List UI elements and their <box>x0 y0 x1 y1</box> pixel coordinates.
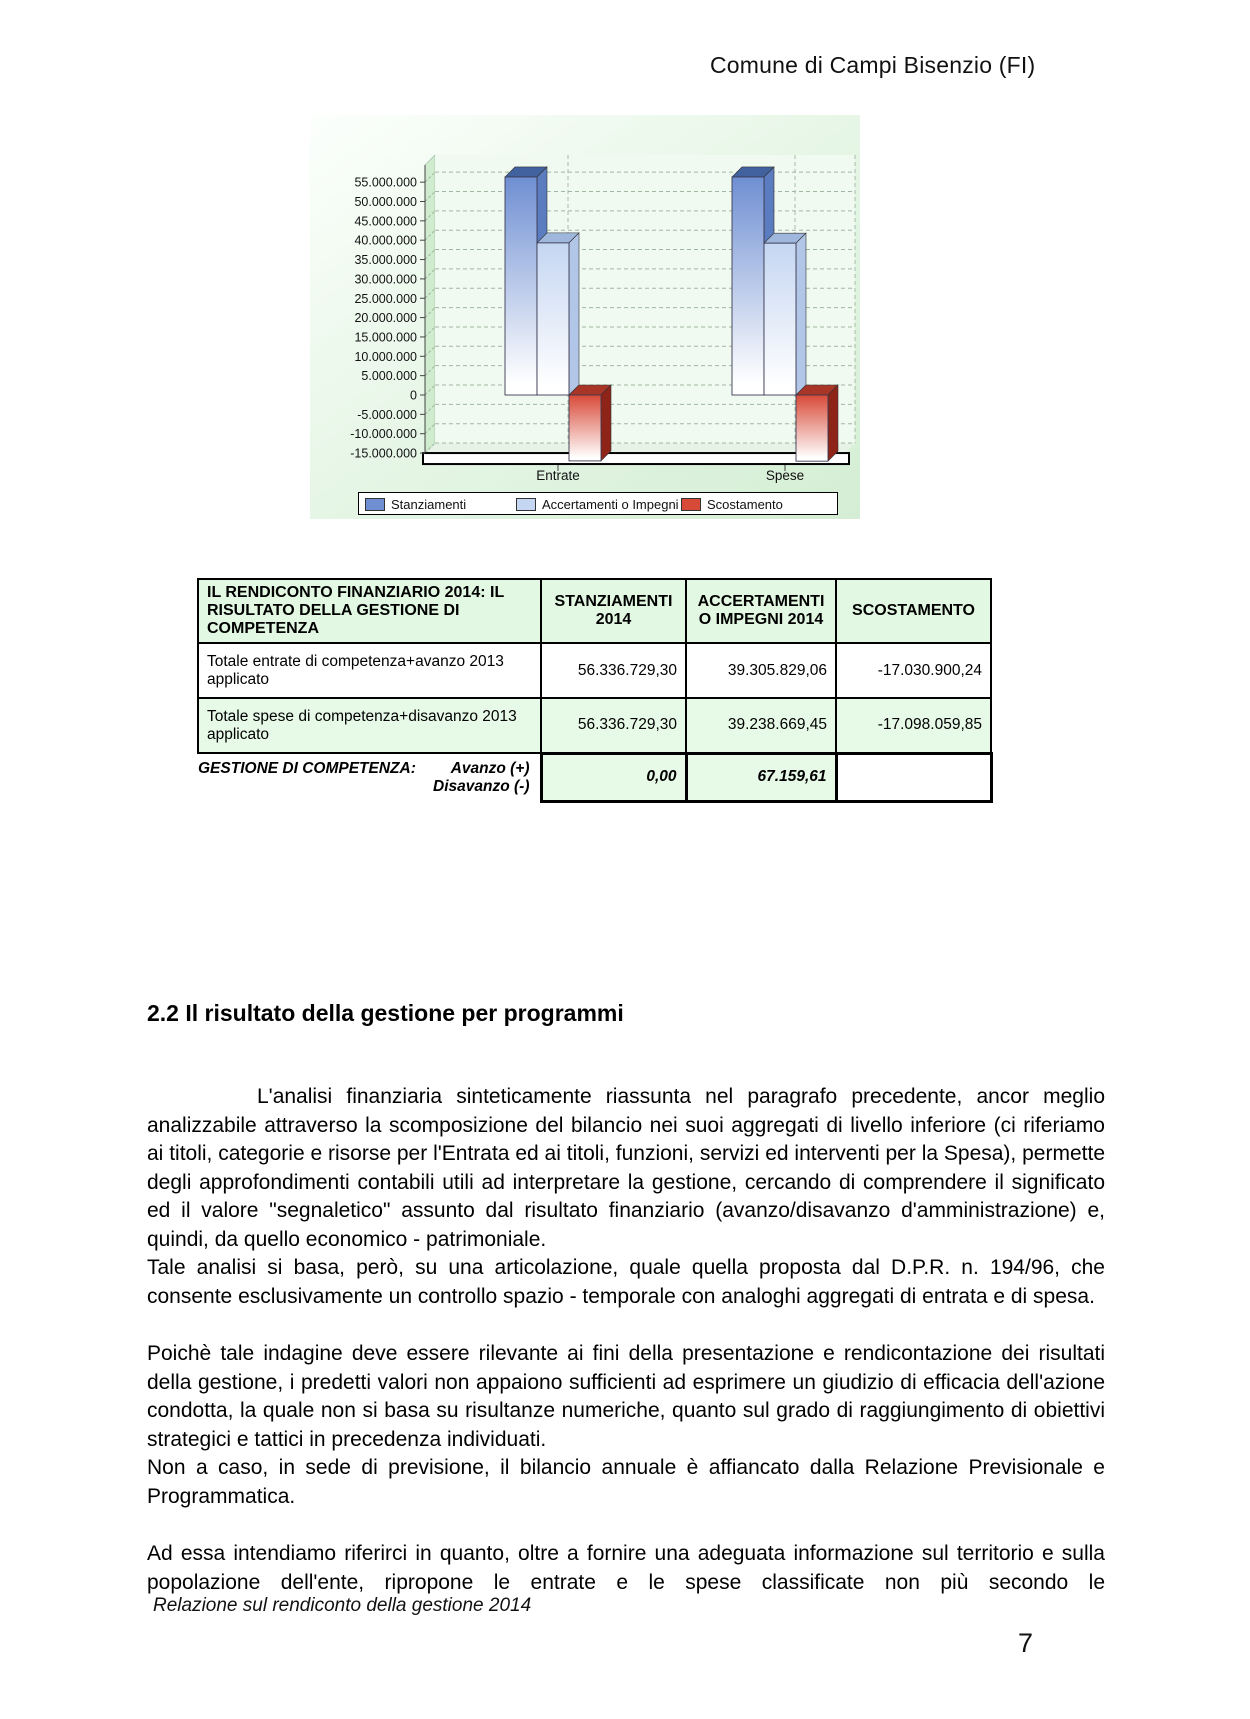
avanzo-label: Avanzo (+) <box>450 759 530 777</box>
table-row <box>198 698 991 753</box>
y-tick-label: 10.000.000 <box>354 349 417 364</box>
cell-value: -17.098.059,85 <box>836 698 991 753</box>
gestione-label: GESTIONE DI COMPETENZA: <box>198 759 416 777</box>
disavanzo-label: Disavanzo (-) <box>433 777 530 795</box>
legend-color-swatch <box>516 498 536 511</box>
bar-accertamenti-o-impegni-spese <box>764 243 796 395</box>
y-tick-label: 55.000.000 <box>354 175 417 190</box>
bar-stanziamenti-spese <box>732 177 764 395</box>
rendiconto-table <box>197 578 993 803</box>
table-header-row <box>198 579 991 643</box>
page-header: Comune di Campi Bisenzio (FI) <box>710 52 1036 78</box>
y-tick-label: 50.000.000 <box>354 195 417 209</box>
cell-value: 39.305.829,06 <box>686 643 836 698</box>
cell-value <box>836 753 991 801</box>
table-row <box>198 643 991 698</box>
paragraph: Non a caso, in sede di previsione, il bilancio annuale è affiancato dalla Relazione Previsionale e Programmatica. <box>147 1456 1105 1508</box>
y-tick-label: 15.000.000 <box>354 330 417 345</box>
bar-scostamento-spese-side <box>828 385 838 461</box>
y-tick-label: -10.000.000 <box>350 427 417 442</box>
paragraph: Tale analisi si basa, però, su una articolazione, quale quella proposta dal D.P.R. n. 194/96, che consente esclusivamente un controllo spazio - temporale con analoghi aggregati di entrata e di spesa. <box>147 1256 1105 1308</box>
header-cell-title: IL RENDICONTO FINANZIARIO 2014: IL RISULTATO DELLA GESTIONE DI COMPETENZA <box>198 579 541 643</box>
header-cell-accertamenti: ACCERTAMENTI O IMPEGNI 2014 <box>686 579 836 643</box>
legend-item-accertamenti <box>516 493 679 516</box>
legend-label: Accertamenti o Impegni <box>542 497 679 512</box>
x-category-label: Spese <box>765 468 805 484</box>
section-body <box>147 1000 1105 1597</box>
financial-bar-chart <box>310 115 860 487</box>
y-tick-label: -5.000.000 <box>357 407 417 422</box>
y-tick-label: 40.000.000 <box>354 233 417 248</box>
cell-value: 56.336.729,30 <box>541 698 686 753</box>
legend-item-scostamento <box>681 493 783 516</box>
bar-scostamento-entrate-side <box>601 385 611 461</box>
bar-scostamento-entrate <box>569 395 601 461</box>
bar-accertamenti-o-impegni-spese-side <box>796 233 806 395</box>
cell-value: 39.238.669,45 <box>686 698 836 753</box>
paragraph: Ad essa intendiamo riferirci in quanto, oltre a fornire una adeguata informazione sul territorio e sulla popolazione dell'ente, ripropone le entrate e le spese classificate non più secondo le <box>147 1542 1105 1594</box>
y-tick-label: 45.000.000 <box>354 214 417 229</box>
header-cell-stanziamenti: STANZIAMENTI 2014 <box>541 579 686 643</box>
cell-value: -17.030.900,24 <box>836 643 991 698</box>
legend-item-stanziamenti <box>365 493 466 516</box>
legend-label: Scostamento <box>707 497 783 512</box>
row-label: Totale entrate di competenza+avanzo 2013 applicato <box>198 643 541 698</box>
y-tick-label: 0 <box>410 388 417 403</box>
section-heading: 2.2 Il risultato della gestione per programmi <box>147 1000 624 1026</box>
bar-accertamenti-o-impegni-entrate <box>537 243 569 395</box>
y-tick-label: 30.000.000 <box>354 272 417 287</box>
legend-color-swatch <box>365 498 385 511</box>
legend-label: Stanziamenti <box>391 497 467 512</box>
floor-front <box>423 453 849 464</box>
page-number: 7 <box>1018 1628 1034 1658</box>
cell-value: 56.336.729,30 <box>541 643 686 698</box>
x-category-label: Entrate <box>536 468 580 484</box>
legend-color-swatch <box>681 498 701 511</box>
result-row-label <box>198 753 541 801</box>
paragraph: L'analisi finanziaria sinteticamente riassunta nel paragrafo precedente, ancor meglio analizzabile attraverso la scomposizione del bilancio nei suoi aggregati di livello inferiore (ci riferiamo ai titoli, categorie e risorse per l'Entrata ed ai titoli, funzioni, servizi ed interventi per la Spesa), permette degli approfondimenti contabili utili ad interpretare la gestione, cercando di comprendere il significato ed il valore "segnaletico" assunto dal risultato finanziario (avanzo/disavanzo d'amministrazione) e, quindi, da quello economico - patrimoniale. <box>147 1085 1105 1251</box>
bar-accertamenti-o-impegni-entrate-side <box>569 233 579 395</box>
chart-panel <box>310 115 860 519</box>
y-tick-label: 20.000.000 <box>354 311 417 326</box>
floor <box>425 443 855 453</box>
report-footnote: Relazione sul rendiconto della gestione 2014 <box>153 1595 532 1616</box>
cell-value: 67.159,61 <box>686 753 836 801</box>
cell-value: 0,00 <box>541 753 686 801</box>
header-cell-scostamento: SCOSTAMENTO <box>836 579 991 643</box>
y-tick-label: -15.000.000 <box>350 446 417 461</box>
y-tick-label: 35.000.000 <box>354 253 417 268</box>
chart-legend <box>358 492 838 515</box>
row-label: Totale spese di competenza+disavanzo 2013 applicato <box>198 698 541 753</box>
y-tick-label: 5.000.000 <box>361 369 417 384</box>
bar-scostamento-spese <box>796 395 828 461</box>
paragraph: Poichè tale indagine deve essere rilevante ai fini della presentazione e rendicontazione dei risultati della gestione, i predetti valori non appaiono sufficienti ad esprimere un giudizio di efficacia dell'azione condotta, la quale non si basa su risultanze numeriche, quanto sul grado di raggiungimento di obiettivi strategici e tattici in precedenza individuati. <box>147 1342 1105 1451</box>
bar-stanziamenti-entrate <box>505 177 537 395</box>
y-tick-label: 25.000.000 <box>354 291 417 306</box>
table-result-row <box>198 753 991 801</box>
